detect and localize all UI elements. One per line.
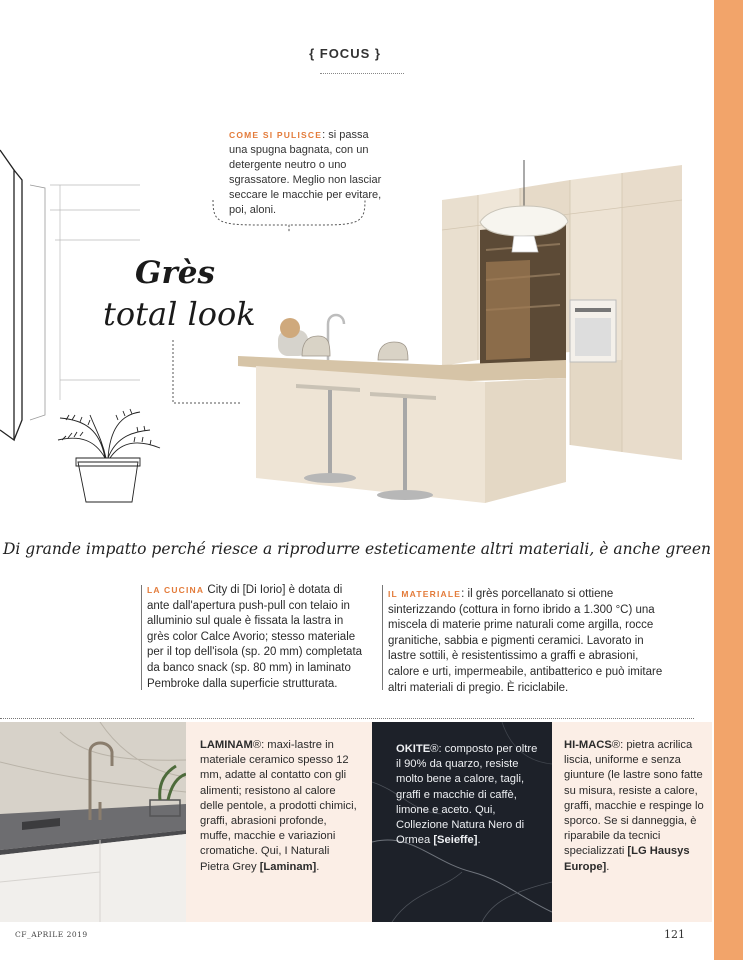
laminam-brand: [Laminam]	[259, 860, 317, 873]
material-text: : il grès porcellanato si ottiene sinterizzando (cottura in forno ibrido a 1.300 °C) una miscela di materie prime naturali come argilla, rocce granitiche, sabbia e pigmenti ceramici. Lavorato in lastre sottili, è resistentissimo a graffi e abrasioni, calore e urti, impermeabile, antibatterico e può imitare altri materiali di pregio. È riciclabile.	[388, 588, 663, 694]
kitchen-label: LA CUCINA	[147, 585, 205, 595]
himacs-brand: [LG Hausys Europe]	[564, 845, 690, 873]
cleaning-text: : si passa una spugna bagnata, con un detergente neutro o uno sgrassatore. Meglio non lasciar seccare le macchie per evitare, poi, aloni.	[229, 129, 382, 216]
okite-reg: ®	[430, 743, 439, 755]
material-paragraph	[388, 587, 663, 696]
section-underline	[320, 73, 404, 74]
laminam-panel	[186, 722, 372, 922]
issue-label: CF_APRILE 2019	[15, 930, 88, 939]
page-number: 121	[664, 928, 685, 941]
column-rule-right	[382, 585, 383, 690]
himacs-panel	[552, 722, 712, 922]
kitchen-brand: [Di Iorio]	[242, 584, 286, 596]
okite-name: OKITE	[396, 743, 431, 755]
band-divider	[0, 718, 694, 719]
laminam-desc: : maxi-lastre in materiale ceramico spesso 12 mm, adatte al contatto con gli alimenti; resistono al calore delle pentole, a prodotti chimici, graffi, abrasioni profonde, muffe, macchie e variazioni cromatiche. Qui, I Naturali Pietra Grey	[200, 739, 357, 873]
okite-text	[396, 742, 541, 848]
side-color-band	[714, 0, 743, 960]
okite-brand: [Seieffe]	[433, 834, 478, 847]
okite-end: .	[477, 834, 481, 847]
headline-line2: total look	[103, 295, 256, 333]
column-rule-left	[141, 585, 142, 690]
kitchen-paragraph	[147, 583, 367, 692]
cleaning-label: COME SI PULISCE	[229, 130, 323, 140]
himacs-text	[564, 738, 704, 875]
laminam-reg: ®	[252, 739, 262, 751]
kitchen-text-a: City di	[204, 584, 243, 596]
plant-icon	[58, 409, 160, 502]
himacs-desc: : pietra acrilica liscia, uniforme e senza giunture (le lastre sono fatte su misura, resiste a calore, graffi, macchie e respinge lo sporco. Se si danneggia, è riparabile da tecnici specializzati	[564, 739, 704, 858]
okite-panel	[372, 722, 552, 922]
section-label: { FOCUS }	[309, 46, 381, 61]
laminam-name: LAMINAM	[200, 739, 253, 751]
himacs-reg: ®	[611, 739, 621, 751]
himacs-name: HI-MACS	[564, 739, 612, 751]
himacs-end: .	[606, 860, 610, 873]
material-label: IL MATERIALE	[388, 589, 462, 599]
laminam-text	[200, 738, 360, 875]
headline-line1: Grès	[135, 255, 215, 291]
laminam-end: .	[316, 860, 320, 873]
sink-photo	[0, 722, 186, 922]
tagline: Di grande impatto perché riesce a riprodurre esteticamente altri materiali, è anche green	[3, 540, 711, 558]
okite-desc: : composto per oltre il 90% da quarzo, resiste molto bene a calore, tagli, graffi e macchie di caffè, limone e aceto. Qui, Collezione Natura Nero di Ormea	[396, 743, 538, 847]
kitchen-photo	[230, 160, 686, 510]
kitchen-text-b: è dotata di ante dall'apertura push-pull con telaio in alluminio sul quale è fissata la lastra in grès color Calce Avorio; stesso materiale per il top dell'isola (sp. 20 mm) completata da banco snack (sp. 80 mm) in laminato Pembroke dalla superficie strutturata.	[147, 584, 363, 690]
